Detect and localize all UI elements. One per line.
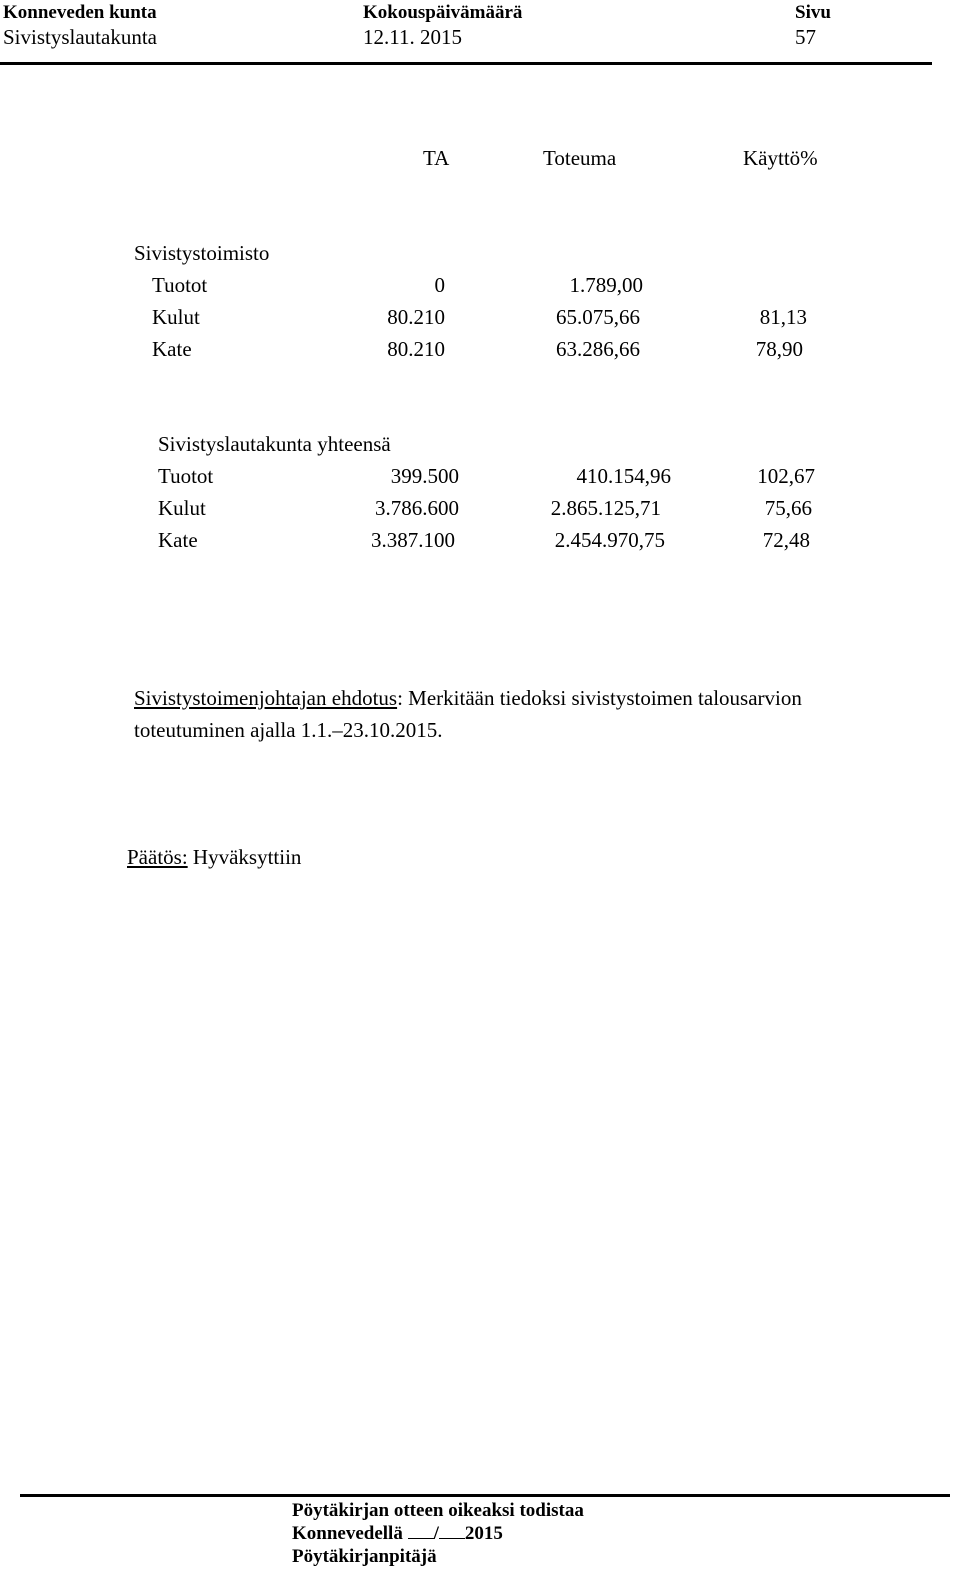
ta-value: 0 [434,273,445,297]
section-title-sivistystoimisto: Sivistystoimisto [134,241,270,265]
toteuma-value: 65.075,66 [556,305,640,329]
toteuma-value: 2.454.970,75 [554,528,665,552]
decision [127,847,301,868]
certification-place-date [292,1524,503,1543]
decision-label: Päätös: [127,845,188,869]
toteuma-value: 63.286,66 [556,337,640,361]
toteuma-value: 2.865.125,71 [550,496,661,520]
row-label: Kulut [158,496,206,520]
kaytto-value: 81,13 [759,305,807,329]
column-header-kaytto: Käyttö% [743,146,818,170]
ta-value: 80.210 [387,337,445,361]
date-slash: / [433,1523,439,1544]
ta-value: 80.210 [387,305,445,329]
header-divider [0,62,932,65]
kaytto-value: 75,66 [764,496,812,520]
row-label: Tuotot [152,273,208,297]
meeting-date-value: 12.11. 2015 [363,25,462,49]
place-text: Konnevedellä [292,1523,403,1544]
column-header-ta: TA [423,146,450,170]
toteuma-value: 1.789,00 [569,273,643,297]
year-text: 2015 [464,1523,503,1544]
organization-name: Konneveden kunta [3,2,157,23]
day-blank [408,1524,434,1539]
column-header-toteuma: Toteuma [543,146,617,170]
month-blank [439,1524,465,1539]
certification-line: Pöytäkirjan otteen oikeaksi todistaa [292,1500,584,1521]
secretary-title: Pöytäkirjanpitäjä [292,1546,437,1567]
toteuma-value: 410.154,96 [576,464,671,488]
footer-divider [20,1494,950,1497]
proposal-colon: : [397,686,403,710]
decision-text: Hyväksyttiin [187,845,302,869]
proposal-label: Sivistystoimenjohtajan ehdotus [134,686,398,710]
proposal-line-2: toteutuminen ajalla 1.1.–23.10.2015. [134,718,443,742]
ta-value: 3.786.600 [375,496,459,520]
kaytto-value: 78,90 [755,337,803,361]
proposal-text: Merkitään tiedoksi sivistystoimen talousarvion [402,686,802,710]
row-label: Kulut [152,305,200,329]
row-label: Tuotot [158,464,214,488]
ta-value: 399.500 [390,464,459,488]
page-number: 57 [795,25,816,49]
page-label: Sivu [795,2,831,23]
kaytto-value: 72,48 [762,528,810,552]
row-label: Kate [158,528,198,552]
kaytto-value: 102,67 [757,464,815,488]
row-label: Kate [152,337,192,361]
proposal-line-1 [134,688,802,709]
section-title-yhteensa: Sivistyslautakunta yhteensä [158,432,391,456]
meeting-date-label: Kokouspäivämäärä [363,2,523,23]
board-name: Sivistyslautakunta [3,25,157,49]
ta-value: 3.387.100 [371,528,455,552]
